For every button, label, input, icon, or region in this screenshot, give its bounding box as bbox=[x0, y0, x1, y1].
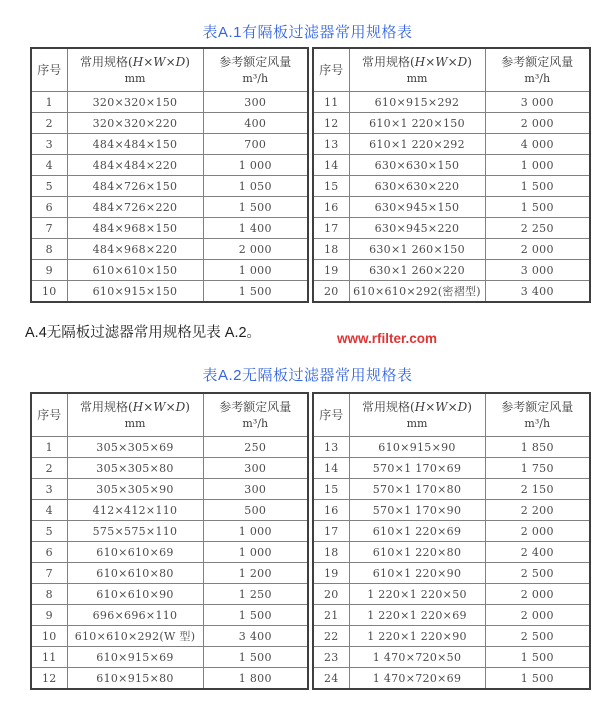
table-row bbox=[313, 197, 590, 218]
cell-flow: 300 bbox=[203, 479, 308, 500]
table-row bbox=[313, 113, 590, 134]
cell-size: 484×484×150 bbox=[67, 134, 203, 155]
cell-flow: 1 500 bbox=[485, 197, 590, 218]
cell-size: 570×1 170×69 bbox=[349, 458, 485, 479]
cell-size: 1 220×1 220×90 bbox=[349, 626, 485, 647]
watermark-url: www.rfilter.com bbox=[337, 331, 438, 346]
cell-size: 610×915×80 bbox=[67, 668, 203, 690]
table-row bbox=[31, 542, 308, 563]
table-row bbox=[31, 155, 308, 176]
cell-size: 610×1 220×69 bbox=[349, 521, 485, 542]
cell-size: 610×610×80 bbox=[67, 563, 203, 584]
cell-flow: 2 250 bbox=[485, 218, 590, 239]
table-row bbox=[313, 584, 590, 605]
table-row bbox=[31, 92, 308, 113]
cell-no: 21 bbox=[313, 605, 349, 626]
cell-no: 7 bbox=[31, 563, 67, 584]
cell-no: 11 bbox=[31, 647, 67, 668]
table-row bbox=[313, 176, 590, 197]
table-row bbox=[313, 563, 590, 584]
cell-no: 13 bbox=[313, 134, 349, 155]
cell-flow: 2 000 bbox=[485, 521, 590, 542]
cell-size: 484×484×220 bbox=[67, 155, 203, 176]
table-row bbox=[313, 626, 590, 647]
table-row bbox=[31, 605, 308, 626]
cell-size: 412×412×110 bbox=[67, 500, 203, 521]
table-row bbox=[31, 563, 308, 584]
table-row bbox=[31, 239, 308, 260]
cell-no: 6 bbox=[31, 542, 67, 563]
cell-no: 1 bbox=[31, 92, 67, 113]
cell-no: 15 bbox=[313, 176, 349, 197]
cell-flow: 1 500 bbox=[203, 647, 308, 668]
cell-size: 305×305×80 bbox=[67, 458, 203, 479]
cell-flow: 1 500 bbox=[203, 281, 308, 303]
cell-size: 484×726×150 bbox=[67, 176, 203, 197]
cell-flow: 1 850 bbox=[485, 437, 590, 458]
table-header-row bbox=[313, 48, 590, 92]
cell-size: 630×1 260×150 bbox=[349, 239, 485, 260]
cell-no: 2 bbox=[31, 113, 67, 134]
cell-no: 19 bbox=[313, 260, 349, 281]
cell-size: 1 220×1 220×50 bbox=[349, 584, 485, 605]
cell-size: 1 470×720×50 bbox=[349, 647, 485, 668]
cell-no: 10 bbox=[31, 626, 67, 647]
cell-size: 610×1 220×292 bbox=[349, 134, 485, 155]
cell-flow: 2 000 bbox=[485, 605, 590, 626]
cell-flow: 1 500 bbox=[485, 668, 590, 690]
cell-no: 13 bbox=[313, 437, 349, 458]
table-row bbox=[313, 668, 590, 690]
cell-flow: 3 400 bbox=[203, 626, 308, 647]
cell-flow: 300 bbox=[203, 458, 308, 479]
cell-flow: 2 150 bbox=[485, 479, 590, 500]
cell-no: 19 bbox=[313, 563, 349, 584]
column-header-flow: 参考额定风量 m³/h bbox=[203, 48, 308, 92]
cell-size: 570×1 170×90 bbox=[349, 500, 485, 521]
cell-size: 610×610×292(密褶型) bbox=[349, 281, 485, 303]
column-header-flow: 参考额定风量 m³/h bbox=[485, 48, 590, 92]
cell-size: 610×610×150 bbox=[67, 260, 203, 281]
cell-size: 320×320×220 bbox=[67, 113, 203, 134]
cell-size: 484×968×220 bbox=[67, 239, 203, 260]
table-row bbox=[313, 521, 590, 542]
cell-no: 22 bbox=[313, 626, 349, 647]
cell-no: 8 bbox=[31, 584, 67, 605]
cell-flow: 1 000 bbox=[203, 521, 308, 542]
table-a2 bbox=[30, 392, 591, 690]
cell-no: 17 bbox=[313, 218, 349, 239]
table-row bbox=[31, 176, 308, 197]
cell-flow: 1 050 bbox=[203, 176, 308, 197]
cell-flow: 1 200 bbox=[203, 563, 308, 584]
cell-flow: 2 000 bbox=[485, 113, 590, 134]
table-a2-title: 表A.2无隔板过滤器常用规格表 bbox=[202, 367, 413, 384]
table-row bbox=[313, 437, 590, 458]
cell-flow: 1 500 bbox=[485, 647, 590, 668]
cell-flow: 1 500 bbox=[485, 176, 590, 197]
table-a1-left-half bbox=[30, 47, 309, 303]
table-row bbox=[313, 155, 590, 176]
table-row bbox=[313, 647, 590, 668]
cell-flow: 2 500 bbox=[485, 626, 590, 647]
table-row bbox=[313, 260, 590, 281]
table-row bbox=[313, 218, 590, 239]
cell-size: 610×915×90 bbox=[349, 437, 485, 458]
column-header-no: 序号 bbox=[313, 48, 349, 92]
cell-size: 610×610×90 bbox=[67, 584, 203, 605]
column-header-no: 序号 bbox=[313, 393, 349, 437]
cell-no: 2 bbox=[31, 458, 67, 479]
cell-flow: 1 800 bbox=[203, 668, 308, 690]
table-a1 bbox=[30, 47, 591, 303]
cell-flow: 3 400 bbox=[485, 281, 590, 303]
table-row bbox=[31, 584, 308, 605]
cell-size: 610×915×292 bbox=[349, 92, 485, 113]
table-row bbox=[313, 479, 590, 500]
cell-flow: 3 000 bbox=[485, 260, 590, 281]
cell-size: 484×726×220 bbox=[67, 197, 203, 218]
cell-flow: 1 400 bbox=[203, 218, 308, 239]
table-a2-right-half bbox=[312, 392, 591, 690]
cell-no: 6 bbox=[31, 197, 67, 218]
table-row bbox=[31, 218, 308, 239]
table-a1-title: 表A.1有隔板过滤器常用规格表 bbox=[202, 24, 413, 41]
cell-no: 7 bbox=[31, 218, 67, 239]
cell-no: 12 bbox=[31, 668, 67, 690]
cell-flow: 3 000 bbox=[485, 92, 590, 113]
column-header-size: 常用规格(H×W×D) mm bbox=[349, 48, 485, 92]
cell-size: 305×305×69 bbox=[67, 437, 203, 458]
table-header-row bbox=[31, 393, 308, 437]
table-row bbox=[313, 134, 590, 155]
cell-no: 12 bbox=[313, 113, 349, 134]
cell-no: 24 bbox=[313, 668, 349, 690]
cell-size: 610×610×69 bbox=[67, 542, 203, 563]
cell-size: 630×630×220 bbox=[349, 176, 485, 197]
table-row bbox=[313, 542, 590, 563]
cell-size: 305×305×90 bbox=[67, 479, 203, 500]
cell-flow: 300 bbox=[203, 92, 308, 113]
cell-no: 4 bbox=[31, 155, 67, 176]
cell-no: 15 bbox=[313, 479, 349, 500]
cell-no: 20 bbox=[313, 584, 349, 605]
cell-size: 575×575×110 bbox=[67, 521, 203, 542]
column-header-flow: 参考额定风量 m³/h bbox=[485, 393, 590, 437]
table-row bbox=[31, 626, 308, 647]
cell-size: 320×320×150 bbox=[67, 92, 203, 113]
table-row bbox=[31, 479, 308, 500]
cell-size: 610×1 220×80 bbox=[349, 542, 485, 563]
cell-no: 18 bbox=[313, 239, 349, 260]
cell-no: 9 bbox=[31, 260, 67, 281]
table-row bbox=[31, 281, 308, 303]
cell-flow: 4 000 bbox=[485, 134, 590, 155]
cell-size: 570×1 170×80 bbox=[349, 479, 485, 500]
cell-size: 610×915×69 bbox=[67, 647, 203, 668]
cell-size: 630×945×150 bbox=[349, 197, 485, 218]
cell-flow: 2 000 bbox=[485, 239, 590, 260]
table-row bbox=[31, 458, 308, 479]
cell-no: 17 bbox=[313, 521, 349, 542]
cell-flow: 1 250 bbox=[203, 584, 308, 605]
cell-no: 14 bbox=[313, 155, 349, 176]
table-row bbox=[31, 197, 308, 218]
cell-no: 3 bbox=[31, 134, 67, 155]
cell-no: 10 bbox=[31, 281, 67, 303]
cell-no: 1 bbox=[31, 437, 67, 458]
column-header-size: 常用规格(H×W×D) mm bbox=[67, 393, 203, 437]
cell-size: 630×1 260×220 bbox=[349, 260, 485, 281]
cell-size: 1 220×1 220×69 bbox=[349, 605, 485, 626]
cell-flow: 500 bbox=[203, 500, 308, 521]
cell-no: 5 bbox=[31, 176, 67, 197]
cell-size: 696×696×110 bbox=[67, 605, 203, 626]
column-header-no: 序号 bbox=[31, 48, 67, 92]
table-row bbox=[31, 113, 308, 134]
cell-flow: 1 000 bbox=[485, 155, 590, 176]
table-row bbox=[31, 668, 308, 690]
cell-no: 11 bbox=[313, 92, 349, 113]
cell-flow: 700 bbox=[203, 134, 308, 155]
cell-flow: 400 bbox=[203, 113, 308, 134]
cell-flow: 1 000 bbox=[203, 260, 308, 281]
table-row bbox=[31, 134, 308, 155]
table-row bbox=[313, 239, 590, 260]
cell-flow: 1 000 bbox=[203, 542, 308, 563]
cell-no: 18 bbox=[313, 542, 349, 563]
cell-no: 8 bbox=[31, 239, 67, 260]
cell-size: 610×1 220×90 bbox=[349, 563, 485, 584]
cell-flow: 2 400 bbox=[485, 542, 590, 563]
cell-flow: 2 000 bbox=[203, 239, 308, 260]
table-row bbox=[31, 260, 308, 281]
table-row bbox=[31, 647, 308, 668]
cell-flow: 2 500 bbox=[485, 563, 590, 584]
cell-no: 4 bbox=[31, 500, 67, 521]
cell-flow: 1 500 bbox=[203, 197, 308, 218]
cell-flow: 2 200 bbox=[485, 500, 590, 521]
table-row bbox=[313, 281, 590, 303]
cell-no: 20 bbox=[313, 281, 349, 303]
table-row bbox=[313, 500, 590, 521]
cell-size: 484×968×150 bbox=[67, 218, 203, 239]
cell-no: 14 bbox=[313, 458, 349, 479]
table-row bbox=[31, 521, 308, 542]
table-row bbox=[313, 92, 590, 113]
table-row bbox=[313, 458, 590, 479]
table-header-row bbox=[313, 393, 590, 437]
cell-size: 610×1 220×150 bbox=[349, 113, 485, 134]
note-a4: A.4无隔板过滤器常用规格见表 A.2。 bbox=[25, 325, 262, 341]
table-a1-right-half bbox=[312, 47, 591, 303]
cell-size: 1 470×720×69 bbox=[349, 668, 485, 690]
table-header-row bbox=[31, 48, 308, 92]
cell-flow: 2 000 bbox=[485, 584, 590, 605]
table-row bbox=[31, 437, 308, 458]
cell-no: 9 bbox=[31, 605, 67, 626]
cell-size: 610×915×150 bbox=[67, 281, 203, 303]
cell-size: 610×610×292(W 型) bbox=[67, 626, 203, 647]
column-header-flow: 参考额定风量 m³/h bbox=[203, 393, 308, 437]
column-header-size: 常用规格(H×W×D) mm bbox=[67, 48, 203, 92]
cell-no: 16 bbox=[313, 197, 349, 218]
table-row bbox=[31, 500, 308, 521]
cell-size: 630×630×150 bbox=[349, 155, 485, 176]
cell-flow: 1 500 bbox=[203, 605, 308, 626]
cell-flow: 250 bbox=[203, 437, 308, 458]
cell-no: 5 bbox=[31, 521, 67, 542]
cell-flow: 1 750 bbox=[485, 458, 590, 479]
column-header-no: 序号 bbox=[31, 393, 67, 437]
cell-size: 630×945×220 bbox=[349, 218, 485, 239]
table-a2-left-half bbox=[30, 392, 309, 690]
column-header-size: 常用规格(H×W×D) mm bbox=[349, 393, 485, 437]
table-row bbox=[313, 605, 590, 626]
cell-no: 16 bbox=[313, 500, 349, 521]
cell-no: 3 bbox=[31, 479, 67, 500]
cell-no: 23 bbox=[313, 647, 349, 668]
cell-flow: 1 000 bbox=[203, 155, 308, 176]
